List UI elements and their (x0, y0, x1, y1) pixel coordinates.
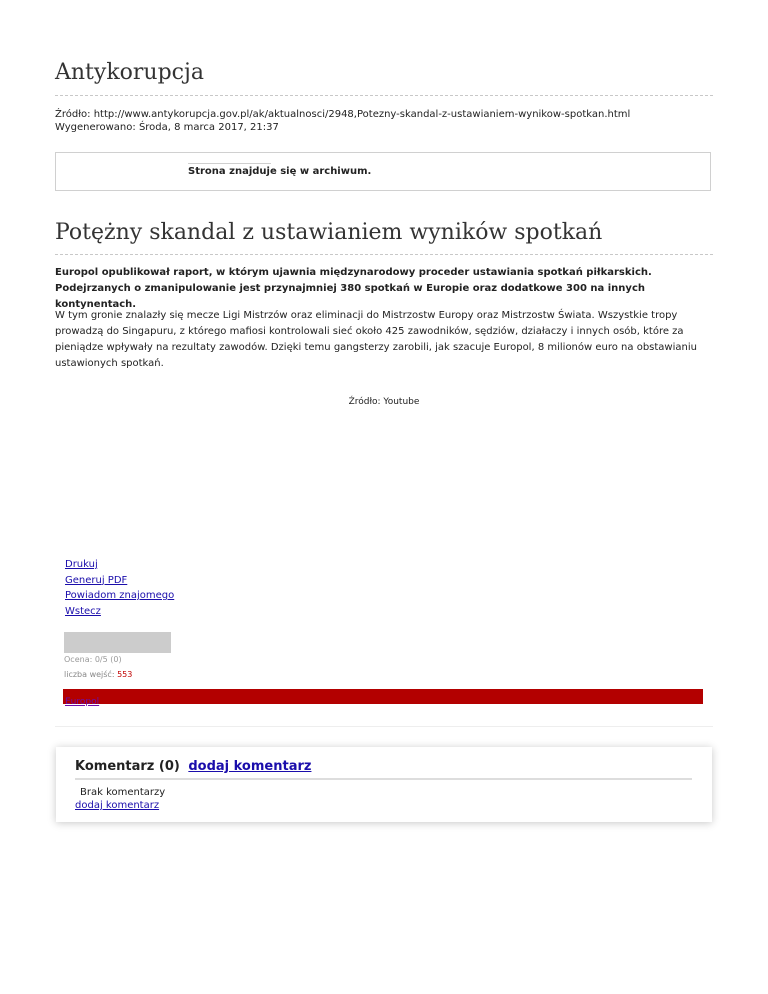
page-meta (55, 108, 630, 134)
comments-section (56, 747, 712, 822)
tag-bar (63, 689, 703, 707)
generate-pdf-link[interactable]: Generuj PDF (65, 574, 128, 586)
media-source: Źródło: Youtube (348, 397, 420, 407)
view-count-label: liczba wejść: (64, 670, 115, 679)
add-comment-link[interactable]: dodaj komentarz (75, 800, 160, 811)
title-divider (55, 95, 713, 96)
notify-friend-link[interactable]: Powiadom znajomego (65, 590, 175, 601)
article-title: Potężny skandal z ustawianiem wyników spotkań (55, 220, 603, 245)
rating-stars[interactable] (64, 632, 171, 653)
view-count (64, 670, 132, 679)
comments-heading (75, 759, 311, 774)
print-link[interactable]: Drukuj (65, 559, 98, 570)
add-comment-heading-link[interactable]: dodaj komentarz (188, 759, 312, 774)
archive-notice: Strona znajduje się w archiwum. (188, 166, 372, 177)
no-comments-text: Brak komentarzy (80, 787, 166, 798)
back-link[interactable]: Wstecz (65, 605, 101, 617)
view-count-value: 553 (117, 670, 133, 679)
rating-text: Ocena: 0/5 (0) (64, 655, 122, 664)
site-title: Antykorupcja (55, 60, 204, 85)
article-body: W tym gronie znalazły się mecze Ligi Mistrzów oraz eliminacji do Mistrzostw Europy oraz Mistrzostw Świata. Wszystkie tropy prowadzą do Singapuru, z którego mafiosi kontrolowali sieć około 425 zawodników, sędziów, działaczy i innych osób, które za pieniądze wpływały na rezultaty zawodów. Dzięki temu gangsterzy zarobili, jak szacuje Europol, 8 milionów euro na obstawianiu ustawionych spotkań. (55, 310, 697, 369)
article-actions (65, 557, 174, 619)
section-separator (55, 726, 713, 727)
archive-notice-rule (188, 163, 271, 164)
comments-divider (75, 778, 692, 780)
archive-notice-box (55, 152, 711, 191)
tag-link[interactable]: Europol (65, 697, 100, 707)
generated-date: Wygenerowano: Środa, 8 marca 2017, 21:37 (55, 122, 279, 133)
article-title-divider (55, 254, 713, 255)
source-url: Źródło: http://www.antykorupcja.gov.pl/ak/aktualnosci/2948,Potezny-skandal-z-ustawianiem-wynikow-spotkan.html (55, 109, 631, 120)
article-lead: Europol opublikował raport, w którym ujawnia międzynarodowy proceder ustawiania spotkań piłkarskich. Podejrzanych o zmanipulowanie jest przynajmniej 380 spotkań w Europie oraz dodatkowe 300 na innych kontynentach. (55, 267, 652, 310)
comments-count: Komentarz (0) (75, 759, 180, 774)
